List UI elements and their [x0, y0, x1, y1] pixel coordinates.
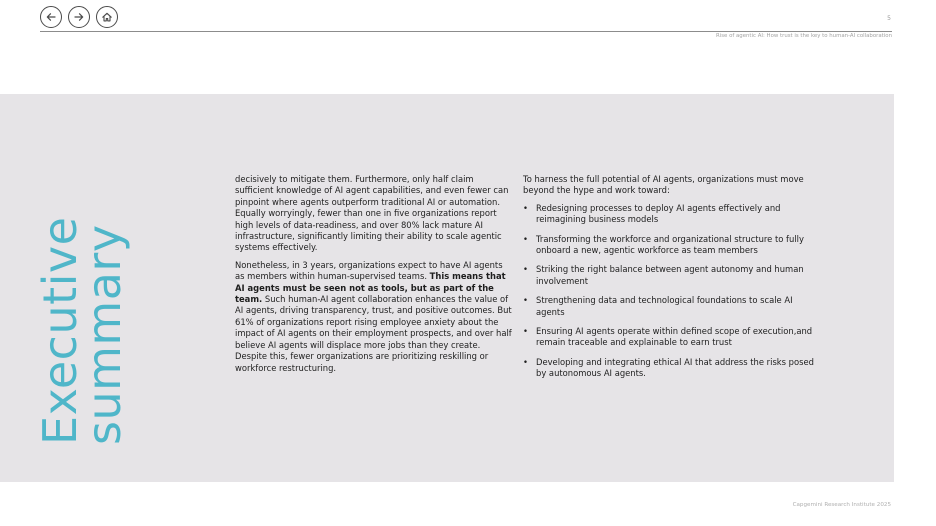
left-column [235, 174, 513, 380]
home-button[interactable] [96, 6, 118, 28]
home-icon [101, 11, 113, 23]
left-paragraph-2-emphasis: This means that AI agents must be seen not as tools, but as part of the team. [235, 271, 506, 305]
left-paragraph-2-start: Nonetheless, in 3 years, organizations expect to have AI agents as members within human-supervised teams. [235, 259, 503, 282]
left-paragraph-2-end: Such human-AI agent collaboration enhances the value of AI agents, driving transparency, trust, and positive outcomes. But 61% of organizations report rising employee anxiety about the impact of AI agents on their employment prospects, and over half believe AI agents will displace more jobs than they create. Despite this, fewer organizations are prioritizing reskilling or workforce restructuring. [235, 294, 512, 373]
right-column [523, 174, 819, 388]
list-item: • Strengthening data and technological foundations to scale AI agents [523, 295, 819, 318]
left-paragraph-2 [235, 260, 513, 374]
right-intro: To harness the full potential of AI agents, organizations must move beyond the hype and work toward: [523, 174, 804, 196]
list-item: • Redesigning processes to deploy AI agents effectively and reimagining business models [523, 203, 819, 226]
footer-credit: Capgemini Research Institute 2025 [792, 502, 891, 508]
list-item: • Ensuring AI agents operate within defined scope of execution,and remain traceable and explainable to earn trust [523, 326, 819, 349]
back-button[interactable] [40, 6, 62, 28]
list-item: • Developing and integrating ethical AI that address the risks posed by autonomous AI agents. [523, 357, 819, 380]
section-title [33, 216, 131, 445]
page-number: 5 [887, 15, 891, 22]
arrow-right-icon [73, 11, 85, 23]
header-divider [40, 31, 892, 32]
list-item: • Striking the right balance between agent autonomy and human involvement [523, 264, 819, 287]
left-paragraph-1: decisively to mitigate them. Furthermore, only half claim sufficient knowledge of AI agent capabilities, and even fewer can pinpoint where agents outperform traditional AI or automation. Equally worryingly, fewer than one in five organizations report high levels of data-readiness, and over 80% lack mature AI infrastructure, significantly limiting their ability to scale agentic systems effectively. [235, 174, 509, 253]
section-title-line2: summary [77, 224, 131, 445]
section-title-line1: Executive [33, 216, 87, 445]
list-item: • Transforming the workforce and organizational structure to fully onboard a new, agentic workforce as team members [523, 234, 819, 257]
arrow-left-icon [45, 11, 57, 23]
running-title: Rise of agentic AI: How trust is the key to human-AI collaboration [715, 33, 892, 39]
navigation-bar [40, 6, 118, 28]
forward-button[interactable] [68, 6, 90, 28]
recommendation-list [523, 203, 819, 380]
